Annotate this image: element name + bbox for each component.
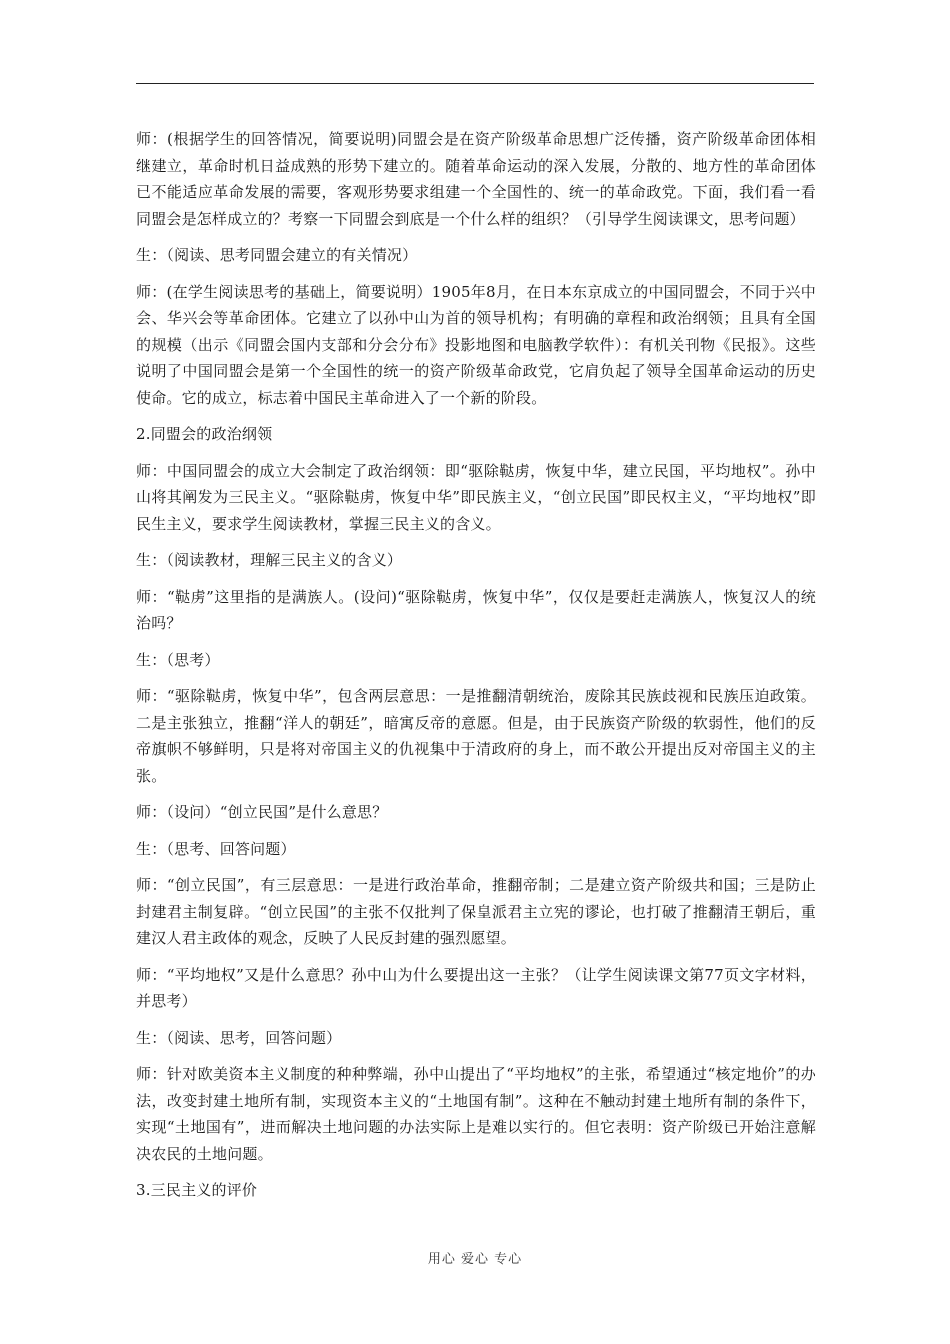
section-heading-evaluation: 3.三民主义的评价: [136, 1181, 258, 1199]
paragraph-teacher-livelihood: 师：针对欧美资本主义制度的种种弊端，孙中山提出了“平均地权”的主张，希望通过“核定地价”的办法，改变封建土地所有制，实现资本主义的“土地国有制”。这种在不触动封建土地所有制的条件下，实现“土地国有”，进而解决土地问题的办法实际上是难以实行的。但它表明：资产阶级已开始注意解决农民的土地问题。: [136, 1065, 816, 1163]
paragraph-teacher-question-2: 师：（设问）“创立民国”是什么意思？: [136, 803, 388, 821]
section-heading-program: 2.同盟会的政治纲领: [136, 425, 273, 443]
paragraph-student-reading: 生：（阅读、思考同盟会建立的有关情况）: [136, 246, 418, 264]
paragraph-student-textbook: 生：（阅读教材，理解三民主义的含义）: [136, 551, 403, 569]
paragraph-teacher-1905: 师：(在学生阅读思考的基础上，简要说明）1905年8月，在日本东京成立的中国同盟会，不同于兴中会、华兴会等革命团体。它建立了以孙中山为首的领导机构；有明确的章程和政治纲领；且具有全国的规模（出示《同盟会国内支部和分会分布》投影地图和电脑教学软件）：有机关刊物《民报》。这些说明了中国同盟会是第一个全国性的统一的资产阶级革命政党，它肩负起了领导全国革命运动的历史使命。它的成立，标志着中国民主革命进入了一个新的阶段。: [136, 282, 816, 407]
paragraph-student-answer: 生：（思考、回答问题）: [136, 839, 296, 858]
paragraph-teacher-democracy: 师：“创立民国”，有三层意思：一是进行政治革命，推翻帝制；二是建立资产阶级共和国；三是防止封建君主制复辟。“创立民国”的主张不仅批判了保皇派君主立宪的谬论，也打破了推翻清王朝后，重建汉人君主政体的观念，反映了人民反封建的强烈愿望。: [136, 876, 816, 947]
paragraph-teacher-nationalism: 师：“驱除鞑虏，恢复中华”，包含两层意思：一是推翻清朝统治，废除其民族歧视和民族压迫政策。二是主张独立，推翻“洋人的朝廷”，暗寓反帝的意愿。但是，由于民族资产阶级的软弱性，他们的反帝旗帜不够鲜明，只是将对帝国主义的仇视集中于清政府的身上，而不敢公开提出反对帝国主义的主张。: [136, 687, 816, 785]
paragraph-teacher-intro: 师：(根据学生的回答情况，简要说明)同盟会是在资产阶级革命思想广泛传播，资产阶级革命团体相继建立，革命时机日益成熟的形势下建立的。随着革命运动的深入发展，分散的、地方性的革命团体已不能适应革命发展的需要，客观形势要求组建一个全国性的、统一的革命政党。下面，我们看一看同盟会是怎样成立的？考察一下同盟会到底是一个什么样的组织？（引导学生阅读课文，思考问题）: [136, 130, 816, 228]
page-footer: 用心 爱心 专心: [427, 1252, 523, 1267]
paragraph-student-think: 生：（思考）: [136, 650, 220, 669]
paragraph-teacher-program: 师：中国同盟会的成立大会制定了政治纲领：即“驱除鞑虏，恢复中华，建立民国，平均地权”。孙中山将其阐发为三民主义。“驱除鞑虏，恢复中华”即民族主义，“创立民国”即民权主义，“平均地权”即民生主义，要求学生阅读教材，掌握三民主义的含义。: [136, 461, 816, 533]
paragraph-teacher-question-3: 师：“平均地权”又是什么意思？孙中山为什么要提出这一主张？（让学生阅读课文第77页文字材料，并思考）: [136, 965, 816, 1010]
document-body: [136, 126, 816, 1214]
paragraph-teacher-question-1: 师：“鞑虏”这里指的是满族人。(设问)“驱除鞑虏，恢复中华”，仅仅是要赶走满族人，恢复汉人的统治吗？: [136, 587, 816, 632]
header-rule: [136, 83, 814, 84]
paragraph-student-read-answer: 生：（阅读、思考，回答问题）: [136, 1028, 342, 1047]
